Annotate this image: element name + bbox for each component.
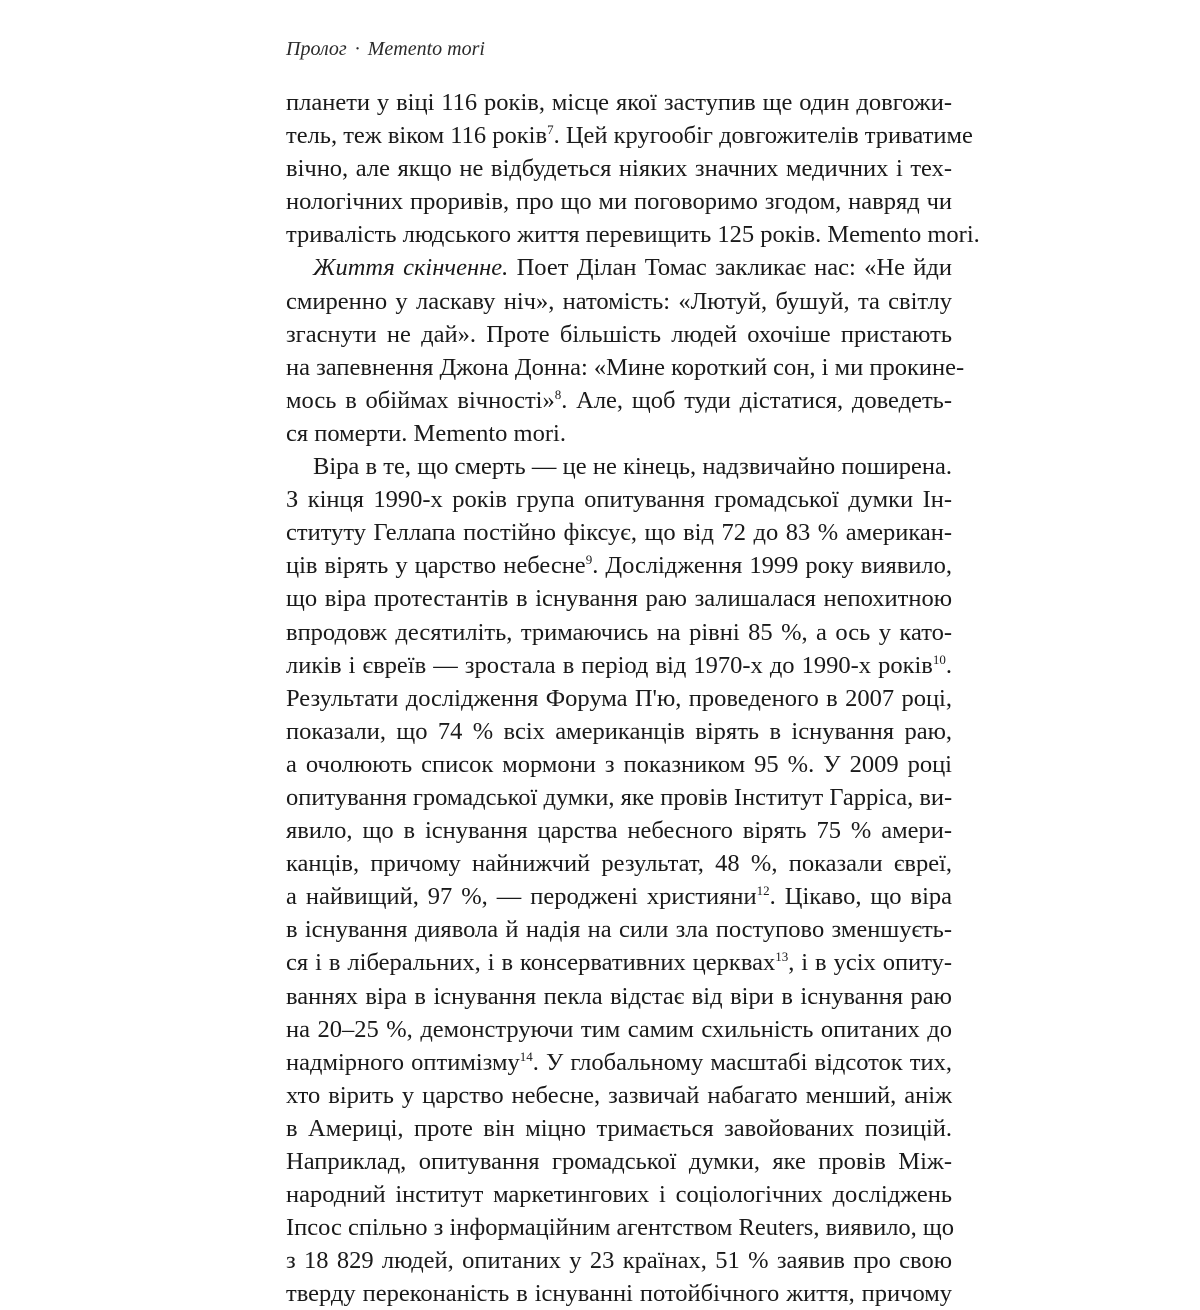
text-segment: . Дослідження 1999 року виявило, [592, 552, 952, 580]
text-line [286, 913, 952, 946]
text-segment: що віра протестантів в існування раю залишалася непохитною [286, 585, 952, 613]
body-text [286, 86, 980, 1310]
text-segment: а очолюють список мормони з показником 95 %. У 2009 році [286, 750, 952, 778]
footnote-ref: 13 [775, 949, 789, 965]
text-segment: ваннях віра в існування пекла відстає від віри в існування раю [286, 982, 952, 1010]
footnote-ref: 10 [932, 651, 946, 667]
text-segment: Іпсос спільно з інформаційним агентством Reuters, виявило, що [286, 1214, 955, 1242]
text-segment: смиренно у ласкаву ніч», натомість: «Лютуй, бушуй, та світлу [286, 287, 952, 315]
text-line [286, 86, 952, 119]
text-segment: ституту Геллапа постійно фіксує, що від 72 до 83 % американ- [286, 519, 952, 547]
text-segment: хто вірить у царство небесне, зазвичай набагато менший, аніж [286, 1081, 952, 1109]
text-line [286, 715, 952, 748]
text-segment: нологічних проривів, про що ми поговоримо згодом, навряд чи [286, 188, 952, 216]
text-segment: . [945, 651, 952, 679]
text-segment: ся і в ліберальних, і в консервативних церквах [286, 949, 776, 977]
text-line [286, 1277, 952, 1310]
text-segment: Результати дослідження Форума П'ю, проведеного в 2007 році, [286, 684, 952, 712]
text-segment: явило, що в існування царства небесного вірять 75 % амери- [286, 817, 952, 845]
text-line [286, 649, 952, 682]
text-line [286, 119, 973, 152]
text-line [286, 616, 952, 649]
text-line [286, 417, 952, 450]
footnote-ref: 14 [519, 1048, 533, 1064]
running-head-part: Пролог [286, 38, 347, 60]
text-line [286, 748, 952, 781]
text-line [286, 814, 952, 847]
text-line [286, 218, 980, 251]
text-segment: в Америці, проте він міцно тримається завойованих позицій. [286, 1114, 952, 1142]
text-line [286, 185, 952, 218]
text-line [286, 781, 952, 814]
text-segment: з 18 829 людей, опитаних у 23 країнах, 51 % заявив про свою [286, 1247, 952, 1275]
text-segment: З кінця 1990-х років група опитування громадської думки Ін- [286, 486, 952, 514]
text-segment: на 20–25 %, демонструючи тим самим схильність опитаних до [286, 1015, 952, 1043]
text-segment: тверду переконаність в існуванні потойбічного життя, причому [286, 1280, 952, 1308]
text-segment: . Цікаво, що віра [769, 883, 953, 911]
text-line [286, 946, 952, 979]
text-segment: мось в обіймах вічності» [286, 386, 555, 414]
text-line [286, 682, 952, 715]
text-segment: показали, що 74 % всіх американців вірять в існування раю, [286, 717, 952, 745]
paragraph-first-line [286, 251, 952, 284]
text-segment: вічно, але якщо не відбудеться ніяких значних медичних і тех- [286, 155, 952, 183]
running-head-title: Memento mori [367, 38, 485, 60]
text-line [286, 351, 965, 384]
text-segment: тривалість людського життя перевищить 125 років. Memento mori. [286, 221, 980, 249]
text-segment: , і в усіх опиту- [788, 949, 953, 977]
text-segment: ликів і євреїв — зростала в період від 1970-х до 1990-х років [286, 651, 933, 679]
text-segment: опитування громадської думки, яке провів Інститут Гарріса, ви- [286, 783, 953, 811]
text-line [286, 549, 952, 582]
text-segment: планети у віці 116 років, місце якої заступив ще один довгожи- [286, 89, 952, 116]
footnote-ref: 8 [554, 386, 562, 402]
text-line [286, 1178, 952, 1211]
text-segment: Поет Ділан Томас закликає нас: «Не йди [508, 254, 952, 282]
text-segment: народний інститут маркетингових і соціологічних досліджень [286, 1181, 952, 1209]
footnote-ref: 9 [585, 552, 593, 568]
text-line [286, 318, 952, 351]
text-segment: впродовж десятиліть, тримаючись на рівні 85 %, а ось у като- [286, 618, 952, 646]
footnote-ref: 7 [547, 122, 554, 138]
text-line [286, 1145, 952, 1178]
text-segment: а найвищий, 97 %, — пероджені християни [286, 883, 757, 911]
text-segment: ців вірять у царство небесне [286, 552, 586, 580]
text-line [286, 384, 952, 417]
text-line [286, 880, 952, 913]
text-segment: . Але, щоб туди дістатися, доведеть- [561, 386, 952, 414]
text-segment: згаснути не дай». Проте більшість людей охочіше пристають [286, 320, 952, 348]
text-line [286, 582, 952, 615]
text-line [286, 1013, 952, 1046]
text-line [286, 980, 952, 1013]
running-head-separator: · [354, 38, 360, 60]
text-segment: в існування диявола й надія на сили зла поступово зменшуєть- [286, 916, 952, 944]
text-line [286, 152, 952, 185]
text-line [286, 516, 952, 549]
text-segment: ся померти. Memento mori. [286, 419, 566, 447]
text-segment: на запевнення Джона Донна: «Мине короткий сон, і ми прокине- [286, 353, 965, 381]
italic-phrase: Життя скінченне. [313, 254, 509, 282]
text-segment: Наприклад, опитування громадської думки, яке провів Між- [286, 1148, 952, 1175]
running-head [286, 38, 485, 61]
footnote-ref: 12 [756, 883, 770, 899]
text-segment: тель, теж віком 116 років [286, 122, 548, 150]
text-segment: . У глобальному масштабі відсоток тих, [532, 1048, 952, 1076]
text-line [286, 1211, 955, 1244]
text-line [286, 285, 952, 318]
text-segment: надмірного оптимізму [286, 1048, 520, 1076]
text-line [286, 1046, 952, 1079]
text-line [286, 847, 952, 880]
text-segment: . Цей кругообіг довгожителів триватиме [553, 122, 973, 150]
text-line [286, 1244, 952, 1277]
text-line [286, 1079, 952, 1112]
text-segment: канців, причому найнижчий результат, 48 %, показали євреї, [286, 850, 952, 878]
paragraph-first-line [286, 450, 952, 483]
text-line [286, 483, 952, 516]
text-segment: Віра в те, що смерть — це не кінець, надзвичайно поширена. [313, 453, 952, 481]
text-line [286, 1112, 952, 1145]
